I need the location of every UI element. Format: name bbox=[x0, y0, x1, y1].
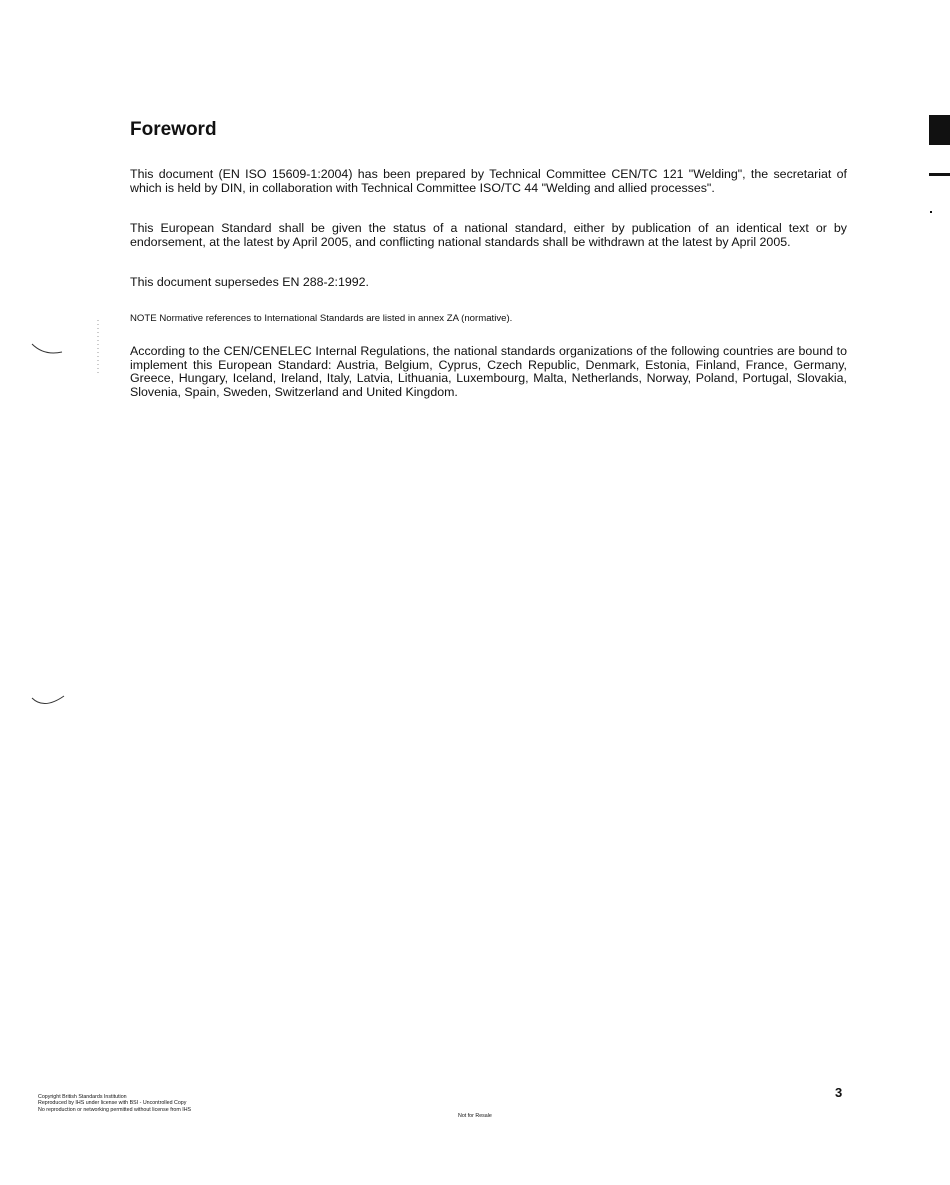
page-number: 3 bbox=[835, 1085, 843, 1100]
copyright-footer bbox=[38, 1094, 191, 1113]
scan-speck bbox=[930, 211, 932, 213]
footer-line: No reproduction or networking permitted without license from IHS bbox=[38, 1106, 192, 1113]
paragraph-status: This European Standard shall be given the status of a national standard, either by publication of an identical text or by endorsement, at the latest by April 2005, and conflicting national standards shall be withdrawn at the latest by April 2005. bbox=[130, 221, 847, 249]
footer-line: Copyright British Standards Institution bbox=[38, 1094, 127, 1100]
scan-artifact-curve bbox=[30, 340, 70, 360]
paragraph-supersedes: This document supersedes EN 288-2:1992. bbox=[130, 275, 370, 289]
scan-artifact-curve bbox=[30, 690, 70, 712]
scan-artifact-dots bbox=[95, 318, 103, 378]
paragraph-countries: According to the CEN/CENELEC Internal Regulations, the national standards organizations of the following countries are bound to implement this European Standard: Austria, Belgium, Cyprus, Czech Republic, Denmark, Estonia, Finland, France, Germany, Greece, Hungary, Iceland, Ireland, Italy, Latvia, Lithuania, Luxembourg, Malta, Netherlands, Norway, Poland, Portugal, Slovakia, Slovenia, Spain, Sweden, Switzerland and United Kingdom. bbox=[130, 344, 847, 399]
page-title: Foreword bbox=[130, 119, 217, 140]
margin-mark bbox=[929, 173, 950, 176]
paragraph-prepared-by: This document (EN ISO 15609-1:2004) has been prepared by Technical Committee CEN/TC 121 "Welding", the secretariat of which is held by DIN, in collaboration with Technical Committee ISO/TC 44 "Welding and allied processes". bbox=[130, 167, 847, 195]
not-for-resale-label: Not for Resale bbox=[458, 1113, 492, 1119]
margin-mark bbox=[929, 115, 950, 145]
note-text: NOTE Normative references to International Standards are listed in annex ZA (normative). bbox=[130, 313, 513, 324]
footer-line: Reproduced by IHS under license with BSI - Uncontrolled Copy bbox=[38, 1100, 187, 1107]
